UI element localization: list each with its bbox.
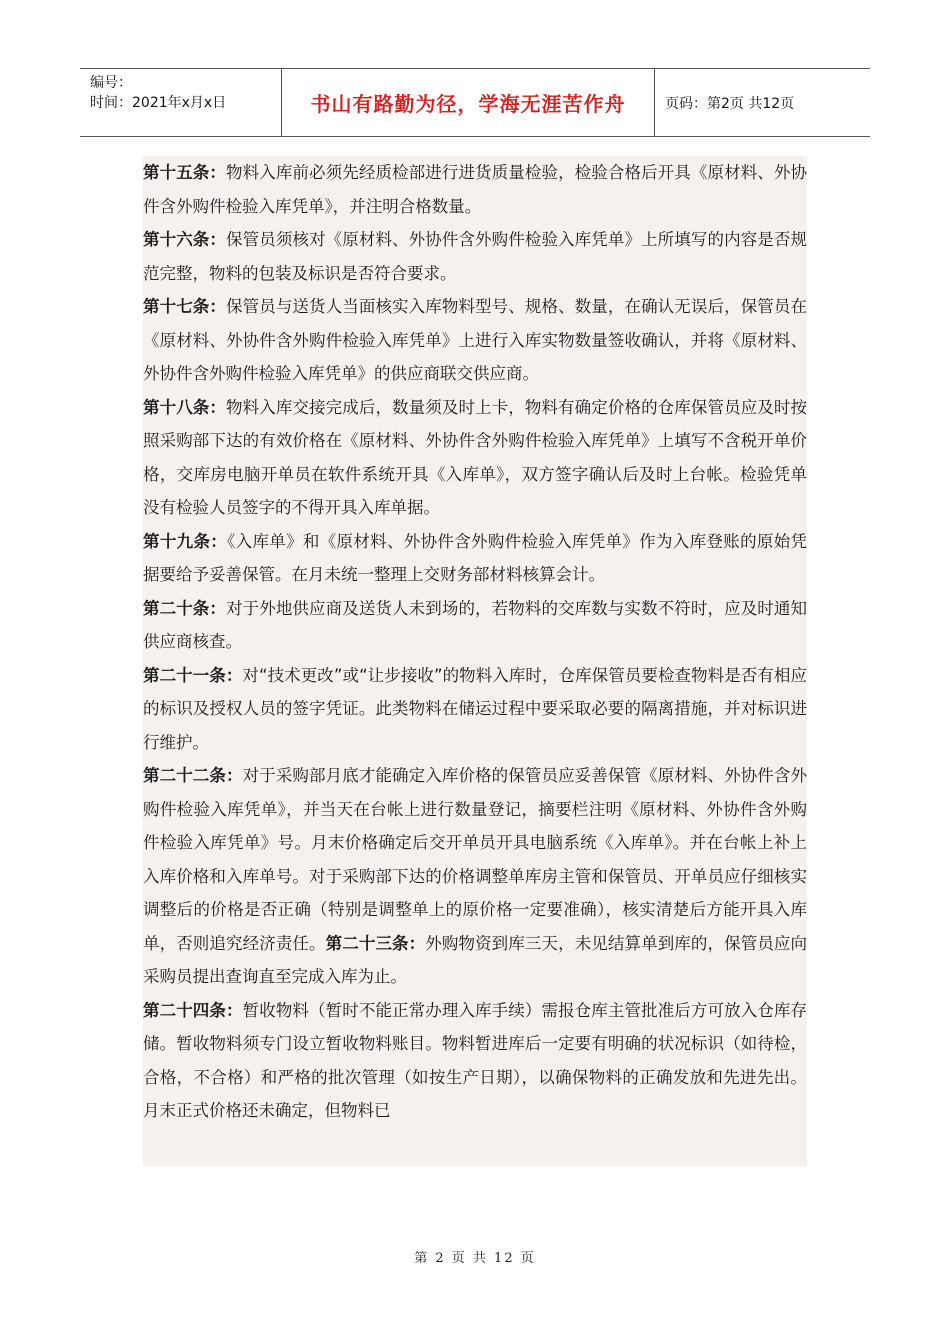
article-text: 外购物资到库三天，未见结算单到库的，保管员应向采购员提出查询直至完成入库为止。 bbox=[143, 933, 807, 986]
header-motto: 书山有路勤为径，学海无涯苦作舟 bbox=[282, 69, 655, 136]
article-18 bbox=[143, 391, 807, 525]
article-heading: 第十七条： bbox=[143, 297, 227, 316]
article-text: 对“技术更改”或“让步接收”的物料入库时，仓库保管员要检查物料是否有相应的标识及授权人员的签字凭证。此类物料在储运过程中要采取必要的隔离措施，并对标识进行维护。 bbox=[143, 665, 807, 752]
article-heading: 第二十条： bbox=[143, 598, 227, 618]
article-20 bbox=[143, 592, 807, 659]
article-heading: 第二十四条： bbox=[143, 1000, 243, 1020]
article-24 bbox=[143, 994, 807, 1128]
article-heading: 第十五条： bbox=[143, 163, 227, 182]
article-text: 《入库单》和《原材料、外协件含外购件检验入库凭单》作为入库登账的原始凭据要给予妥善保管。在月未统一整理上交财务部材料核算会计。 bbox=[143, 531, 807, 584]
document-number-label: 编号： bbox=[90, 75, 132, 91]
article-text: 物料入库交接完成后，数量须及时上卡，物料有确定价格的仓库保管员应及时按照采购部下达的有效价格在《原材料、外协件含外购件检验入库凭单》上填写不含税开单价格，交库房电脑开单员在软件系统开具《入库单》，双方签字确认后及时上台帐。检验凭单没有检验人员签字的不得开具入库单据。 bbox=[143, 397, 807, 517]
page-header bbox=[80, 68, 870, 137]
article-heading: 第二十三条： bbox=[325, 933, 426, 953]
article-text: 暂收物料（暂时不能正常办理入库手续）需报仓库主管批准后方可放入仓库存储。暂收物料须专门设立暂收物料账目。物料暂进库后一定要有明确的状况标识（如待检，合格，不合格）和严格的批次管理（如按生产日期），以确保物料的正确发放和先进先出。月末正式价格还未确定，但物料已 bbox=[143, 1000, 807, 1120]
document-body bbox=[143, 156, 807, 1166]
article-text: 对于外地供应商及送货人未到场的，若物料的交库数与实数不符时，应及时通知供应商核查。 bbox=[143, 598, 807, 651]
article-21 bbox=[143, 659, 807, 760]
article-15 bbox=[143, 156, 807, 223]
page-footer: 第 2 页 共 12 页 bbox=[414, 1251, 536, 1266]
article-19 bbox=[143, 525, 807, 592]
article-heading: 第十六条： bbox=[143, 230, 227, 249]
header-page-number: 页码：第2页 共12页 bbox=[665, 95, 795, 112]
article-text: 保管员与送货人当面核实入库物料型号、规格、数量，在确认无误后，保管员在《原材料、外协件含外购件检验入库凭单》上进行入库实物数量签收确认，并将《原材料、外协件含外购件检验入库凭单》的供应商联交供应商。 bbox=[143, 297, 807, 383]
article-17 bbox=[143, 290, 807, 391]
article-text: 物料入库前必须先经质检部进行进货质量检验，检验合格后开具《原材料、外协件含外购件检验入库凭单》，并注明合格数量。 bbox=[143, 163, 807, 216]
article-heading: 第十八条： bbox=[143, 397, 227, 417]
article-text: 对于采购部月底才能确定入库价格的保管员应妥善保管《原材料、外协件含外购件检验入库凭单》，并当天在台帐上进行数量登记，摘要栏注明《原材料、外协件含外购件检验入库凭单》号。月末价格确定后交开单员开具电脑系统《入库单》。并在台帐上补上入库价格和入库单号。对于采购部下达的价格调整单库房主管和保管员、开单员应仔细核实调整后的价格是否正确（特别是调整单上的原价格一定要准确），核实清楚后方能开具入库单，否则追究经济责任。 bbox=[143, 766, 807, 953]
article-text: 保管员须核对《原材料、外协件含外购件检验入库凭单》上所填写的内容是否规范完整，物料的包装及标识是否符合要求。 bbox=[143, 230, 807, 283]
article-heading: 第二十二条： bbox=[143, 766, 243, 785]
document-date: 时间：2021年x月x日 bbox=[90, 95, 227, 111]
article-16 bbox=[143, 223, 807, 290]
article-heading: 第二十一条： bbox=[143, 665, 243, 685]
article-22-23 bbox=[143, 759, 807, 994]
article-heading: 第十九条： bbox=[143, 531, 228, 551]
header-meta bbox=[80, 69, 282, 136]
